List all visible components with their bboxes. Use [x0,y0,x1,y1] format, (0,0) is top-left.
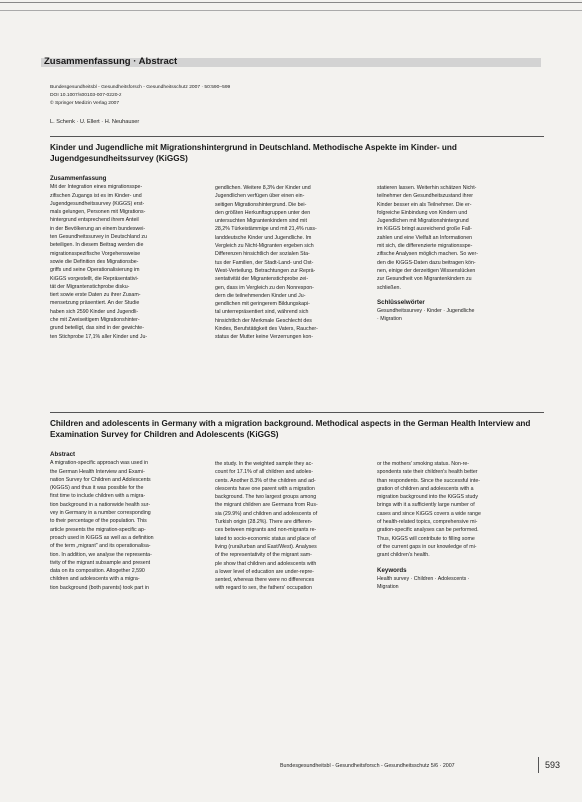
text-line: grant children's health. [377,552,430,559]
text-line: tion background in a nationwide health sur- [50,501,151,508]
text-line: of the representativity of the migrant sam- [215,552,312,559]
text-line: Gesundheitssurvey · Kinder · Jugendliche [377,308,475,315]
text-line: background. The two largest groups among [215,494,317,501]
german-col-3-text [377,184,535,292]
text-line: beteiligen. In diesem Beitrag werden die [50,242,144,249]
text-line: gendlichen. Weitere 8,3% der Kinder und [215,185,311,191]
meta-line: © Springer Medizin Verlag 2007 [50,101,120,107]
text-line: Turkish origin (28.2%). There are differen- [215,519,313,526]
text-line: Jugendlichen mit Migrationshintergrund [377,218,469,225]
text-line: im KiGGS bringt ausreichend große Fall- [377,226,472,233]
english-col-1-text [50,459,208,592]
text-line: Jugendgesundheitssurvey (KiGGS) erst- [50,200,145,207]
text-line: ple show that children and adolescents with [215,560,317,567]
text-line: spondents rate their children's health better [377,469,478,476]
text-line: Kindes, Berufstätigkeit des Vaters, Raucher- [215,326,318,333]
text-line: living (rural/urban and East/West). Analyses [215,543,317,550]
text-line: zifische Analysen möglich machen. So wer- [377,251,478,258]
text-line: mals gelungen, Personen mit Migrations- [50,209,146,216]
text-line: gen, dass im Vergleich zu den Nonrespon- [215,284,314,291]
authors: L. Schenk · U. Ellert · H. Neuhauser [50,119,140,125]
text-line: of the term „migrant" and its operationalisa- [50,543,151,550]
text-line: the migrant children are Germans from Rus- [215,502,318,509]
german-keywords-heading: Schlüsselwörter [377,298,425,306]
german-col-3 [377,184,535,324]
text-line: cases and since KiGGS covers a wide range [377,510,481,517]
text-line: grund beteiligt, das sind in der gewichte- [50,325,144,332]
text-line: Differenzen hinsichtlich der sozialen Sta- [215,251,310,258]
german-col-2 [215,184,373,342]
text-line: nation Survey for Children and Adolescents [50,476,151,483]
text-line: Jugendlichen verfügen über einen ein- [215,193,305,200]
text-line: the study. In the weighted sample they ac- [215,461,313,467]
page-number: 593 [545,760,561,770]
text-line: cents. Another 8.3% of the children and ad- [215,477,316,484]
text-line: status der Mutter keine Verzerrungen kon- [215,334,314,341]
text-line: with regard to sex, the fathers' occupation [215,585,313,592]
text-line: count for 17.1% of all children and adoles- [215,469,314,476]
text-line: data on its composition. Altogether 2,590 [50,568,145,575]
german-abstract-heading: Zusammenfassung [50,175,107,182]
text-line: first time to include children with a migra- [50,493,146,500]
text-line: Health survey · Children · Adolescents · [377,575,470,582]
text-line: griffs und seine Operationalisierung im [50,267,140,274]
text-line: vey in Germany in a number corresponding [50,510,151,517]
text-line: gration of children and adolescents with a [377,485,474,492]
text-line: Mit der Integration eines migrationsspe- [50,184,143,191]
text-line: tus der Familien, der Stadt-Land- und Ost- [215,259,314,266]
text-line: seitigen Migrationshintergrund. Die bei- [215,201,307,208]
text-line: tät der Migrantenstichprobe disku- [50,283,130,290]
english-col-3 [377,460,535,591]
text-line: tal unterrepräsentiert sind, während sich [215,309,309,316]
text-line: untersuchten Migrantenkindern sind mit [215,218,307,225]
english-col-2 [215,460,373,593]
footer-divider [538,757,539,773]
text-line: gendlichen mit geringerem Bildungskapi- [215,301,310,308]
text-line: lated to socio-economic status and place of [215,535,316,542]
text-line: hinsichtlich der Merkmale Geschlecht des [215,317,312,324]
german-col-2-text [215,184,373,342]
text-line: hintergrund entsprechend ihrem Anteil [50,217,139,224]
text-line: of the current gaps in our knowledge of mi- [377,543,477,550]
text-line: zur Gesundheit von Migrantenkindern zu [377,276,472,283]
text-line: sowie die Definition des Migrationsbe- [50,258,139,265]
german-col-1-text [50,183,208,341]
text-line: proach used in KiGGS as well as a definition [50,534,154,541]
citation-meta [50,84,230,109]
english-keywords [377,575,535,592]
text-line: haben sich 2590 Kinder und Jugendli- [50,308,139,315]
section-label: Zusammenfassung · Abstract [44,56,178,67]
text-line: West-Verteilung. Betrachtungen zur Reprä- [215,267,316,274]
text-line: than respondents. Since the successful inte- [377,477,481,484]
text-line: nen, einige der derzeitigen Wissenslücken [377,267,476,274]
text-line: a lower level of education are under-repre- [215,568,314,575]
text-line: che mit Zweiseitigem Migrationshinter- [50,317,140,324]
text-line: sented, whereas there were no differences [215,577,315,584]
text-line: 28,2% Türkeistämmige und mit 21,4% russ- [215,226,317,233]
journal-footer: Bundesgesundheitsbl - Gesundheitsforsch - Gesundheitsschutz 5/6 · 2007 [280,763,455,769]
text-line: migration background into the KiGGS study [377,494,478,501]
text-line: Migration [377,584,399,591]
text-line: KiGGS vorgestellt, die Repräsentativi- [50,275,139,282]
text-line: (KiGGS) and thus it was possible for the [50,485,144,492]
text-line: migrationsspezifische Vorgehensweise [50,250,141,257]
text-line: olescents have one parent with a migration [215,485,315,492]
text-line: zahlen und eine Vielfalt an Informationen [377,234,473,241]
text-line: zifischen Zugangs ist es im Kinder- und [50,192,142,199]
text-line: mit sich, die differenzierte migrationsspe- [377,243,473,250]
text-line: Thus, KiGGS will contribute to filling some [377,535,475,542]
text-line: A migration-specific approach was used in [50,460,149,467]
text-line: the German Health Interview and Exami- [50,468,145,475]
text-line: · Migration [377,316,402,323]
text-line: ces between migrants and non-migrants re- [215,527,317,534]
english-col-1 [50,451,208,592]
text-line: folgreiche Einbindung von Kindern und [377,209,468,216]
text-line: ten Gesundheitssurvey in Deutschland zu [50,234,147,241]
text-line: gration-specific analyses can be performed. [377,527,479,534]
text-line: statieren lassen. Weiterhin schätzen Nicht- [377,185,477,191]
text-line: article presents the migration-specific ap- [50,526,146,533]
text-line: or the mothers' smoking status. Non-re- [377,461,470,467]
english-abstract-heading: Abstract [50,451,76,458]
text-line: sentativität der Migrantenstichprobe zei- [215,276,309,283]
english-title: Children and adolescents in Germany with a migration background. Methodical aspects in the German Health Interview and Examination Survey for Children and Adolescents (KiGGS) [50,419,531,439]
text-line: mensetzung präsentiert. An der Studie [50,300,140,307]
english-keywords-heading: Keywords [377,566,407,574]
text-line: schließen. [377,284,401,291]
text-line: tion background (both parents) took part in [50,584,149,591]
text-line: children and adolescents with a migra- [50,576,140,583]
meta-line: DOI 10.1007/s00103-007-0220-z [50,93,122,99]
text-line: ten Stichprobe 17,1% aller Kinder und Ju- [50,333,148,340]
german-title: Kinder und Jugendliche mit Migrationshintergrund in Deutschland. Methodische Aspekte im Kinder- und Jugendgesundheitssurvey (KiGGS) [50,143,457,163]
german-keywords [377,307,535,324]
text-line: sia (29.9%) and children and adolescents of [215,510,318,517]
german-col-1 [50,175,208,341]
text-line: tion. In addition, we analyse the representa- [50,551,152,558]
text-line: Kinder besser ein als Teilnehmer. Die er- [377,201,472,208]
text-line: teilnehmer den Gesundheitszustand ihrer [377,193,474,200]
text-line: tivity of the migrant subsample and present [50,559,151,566]
divider [50,412,544,413]
text-line: to their percentage of the population. This [50,518,147,525]
text-line: tiert sowie erste Daten zu ihrer Zusam- [50,292,141,299]
text-line: den die KiGGS-Daten dazu beitragen kön- [377,259,476,266]
text-line: brings with it a sufficiently large number of [377,502,475,509]
text-line: dern die teilnehmenden Kinder und Ju- [215,292,306,299]
text-line: of health-related topics, comprehensive mi- [377,519,478,526]
english-col-3-text [377,460,535,560]
text-line: landdeutsche Kinder und Jugendliche. Im [215,234,312,241]
text-line: Vergleich zu Nicht-Migranten ergeben sich [215,243,314,250]
divider [50,136,544,137]
meta-line: Bundesgesundheitsbl - Gesundheitsforsch - Gesundheitsschutz 2007 · 50:590–599 [50,85,231,90]
english-col-2-text [215,460,373,593]
text-line: den größten Herkunftsgruppen unter den [215,209,311,216]
text-line: in der Bevölkerung an einem bundeswei- [50,225,146,232]
